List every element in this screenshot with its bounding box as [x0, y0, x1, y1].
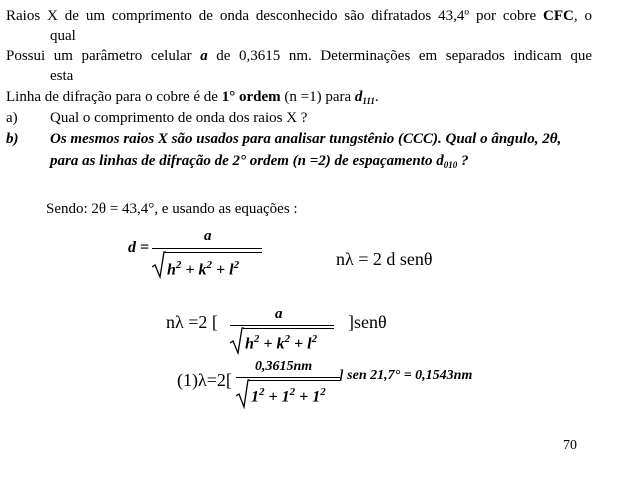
eq2-lhs: nλ =2 [ [166, 312, 218, 332]
question-a-text: Qual o comprimento de onda dos raios X ? [50, 110, 308, 126]
text: ? [457, 153, 469, 169]
exp: 2 [289, 386, 296, 398]
d111-symbol [355, 89, 375, 105]
d-subscript: 111 [362, 96, 375, 106]
text: de 0,3615 nm. Determinações em separados indicam que [207, 48, 592, 64]
order-label: 1° ordem [221, 89, 281, 105]
eq2-sqrt-bar [243, 328, 334, 329]
eq1-sqrt-bar [165, 252, 262, 253]
crystal-type: CFC [543, 8, 574, 24]
text: Possui um parâmetro celular [6, 48, 201, 64]
paragraph-line-3 [6, 89, 379, 110]
text: . [374, 89, 379, 105]
bragg-law: nλ = 2 d senθ [336, 249, 433, 269]
eq3-sqrt-sign [236, 379, 250, 409]
given-statement: Sendo: 2θ = 43,4°, e usando as equações : [46, 201, 298, 217]
plus: + [216, 261, 226, 279]
eq1-lhs: d = [128, 239, 150, 256]
eq3-rhs: ] sen 21,7° = 0,1543nm [339, 368, 473, 383]
plus: + [263, 335, 273, 353]
h: h [245, 335, 254, 353]
eq3-sqrt-bar [249, 380, 340, 381]
page-number: 70 [563, 438, 577, 453]
k: k [198, 261, 207, 279]
text: , o [573, 8, 593, 24]
exp: 2 [311, 333, 318, 345]
text: Raios X de um comprimento de onda desconhecido são difratados 43,4º por cobre [6, 8, 544, 24]
d-letter: d [354, 89, 363, 105]
d010-subscript: 010 [443, 160, 458, 170]
h: h [167, 261, 176, 279]
one: 1 [281, 388, 290, 406]
exp: 2 [233, 259, 240, 271]
text: Linha de difração para o cobre é de [6, 89, 222, 105]
plus: + [185, 261, 195, 279]
question-a-marker: a) [6, 110, 18, 126]
exp: 2 [253, 333, 260, 345]
eq2-fraction-bar [230, 325, 334, 326]
eq2-rhs: ]senθ [348, 312, 387, 332]
variable-a: a [200, 48, 208, 64]
question-a [6, 110, 308, 127]
one: 1 [251, 388, 259, 406]
exp: 2 [320, 386, 326, 398]
eq3-lhs: (1)λ=2[ [177, 370, 232, 390]
eq2-denominator [245, 333, 317, 353]
question-b-marker: b) [6, 131, 19, 147]
l: l [229, 261, 234, 279]
eq3-fraction-bar [236, 377, 340, 378]
eq1-sqrt-sign [152, 251, 166, 279]
question-b-cont [50, 153, 468, 174]
eq1-numerator: a [204, 228, 212, 244]
paragraph-line-2-cont: esta [50, 68, 74, 84]
exp: 2 [259, 386, 265, 398]
plus: + [299, 388, 309, 406]
paragraph-line-1-cont: qual [50, 28, 76, 44]
text: para as linhas de difração de 2° ordem (n =2) de espaçamento d [50, 153, 444, 169]
eq2-sqrt-sign [230, 327, 244, 355]
plus: + [268, 388, 278, 406]
eq3-denominator [251, 386, 326, 406]
text: (n =1) para [280, 89, 355, 105]
k: k [276, 335, 285, 353]
exp: 2 [206, 259, 213, 271]
eq1-denominator [167, 259, 239, 279]
eq2-numerator: a [275, 306, 283, 322]
paragraph-line-2 [6, 48, 592, 65]
one: 1 [312, 388, 321, 406]
eq1-fraction-bar [152, 248, 262, 249]
eq3-numerator: 0,3615nm [255, 359, 313, 374]
plus: + [294, 335, 304, 353]
exp: 2 [284, 333, 291, 345]
question-b-text: Os mesmos raios X são usados para analisar tungstênio (CCC). Qual o ângulo, 2θ, [50, 131, 562, 147]
exp: 2 [175, 259, 182, 271]
question-b [6, 131, 562, 148]
paragraph-line-1 [6, 8, 592, 25]
l: l [307, 335, 312, 353]
